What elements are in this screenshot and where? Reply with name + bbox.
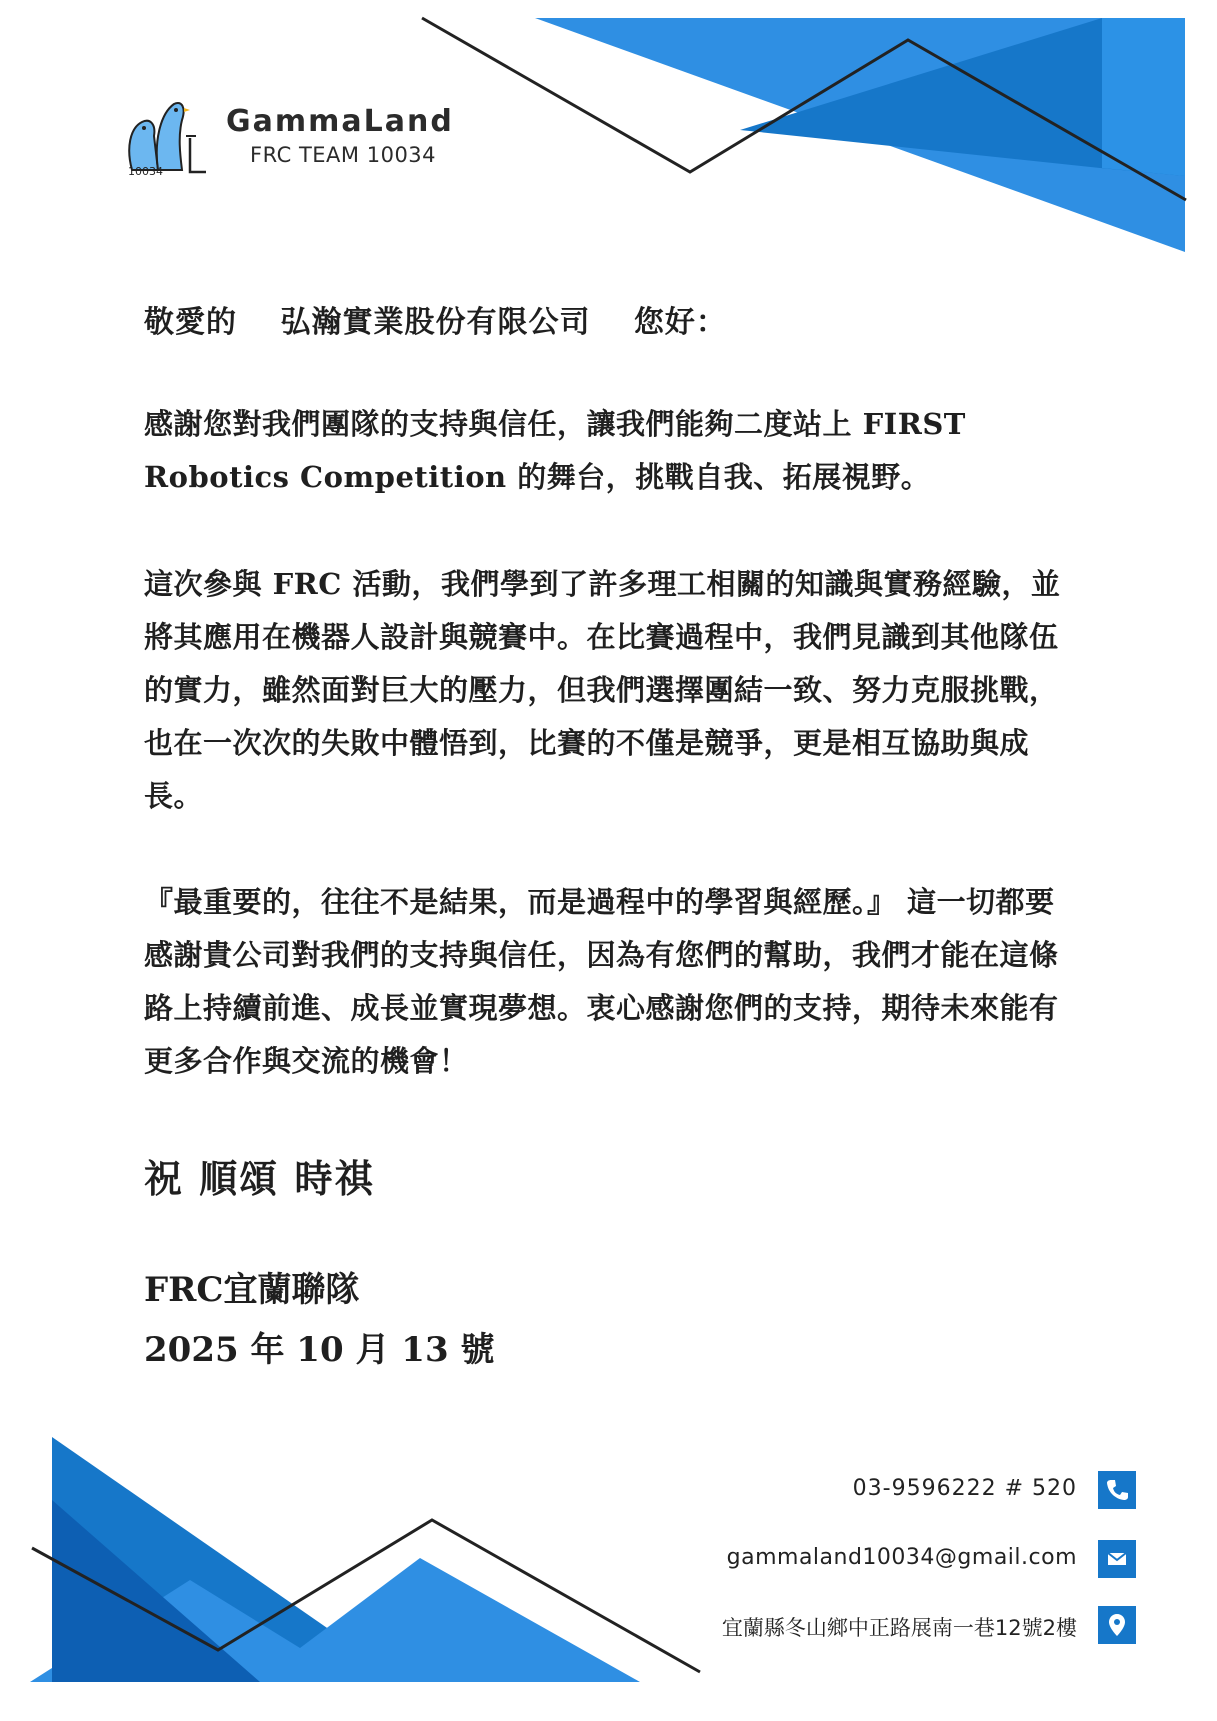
letter-date: 2025 年 10 月 13 號 bbox=[144, 1330, 495, 1370]
recipient-name: 弘瀚實業股份有限公司 bbox=[280, 305, 591, 340]
contact-phone: 03-9596222 # 520 bbox=[852, 1476, 1077, 1501]
mail-icon bbox=[1098, 1540, 1136, 1578]
location-pin-icon bbox=[1098, 1606, 1136, 1644]
paragraph-experience: 這次參與 FRC 活動，我們學到了許多理工相關的知識與實務經驗，並將其應用在機器人設計與競賽中。在比賽過程中，我們見識到其他隊伍的實力，雖然面對巨大的壓力，但我們選擇團結一致、努力克服挑戰，也在一次次的失敗中體悟到，比賽的不僅是競爭，更是相互協助與成長。 bbox=[144, 567, 1061, 813]
closing-greeting: 祝 順頌 時祺 bbox=[144, 1156, 375, 1201]
signature: FRC宜蘭聯隊 bbox=[144, 1270, 360, 1310]
logo-team-number: 10034 bbox=[128, 165, 163, 178]
penguin-logo-icon bbox=[124, 98, 210, 178]
contact-address: 宜蘭縣冬山鄉中正路展南一巷12號2樓 bbox=[721, 1616, 1077, 1640]
paragraph-thanks: 感謝您對我們團隊的支持與信任，讓我們能夠二度站上 FIRST Robotics Competition 的舞台，挑戰自我、拓展視野。 bbox=[144, 407, 966, 494]
contact-email: gammaland10034@gmail.com bbox=[726, 1545, 1077, 1570]
phone-icon bbox=[1098, 1471, 1136, 1509]
paragraph-gratitude: 『最重要的，往往不是結果，而是過程中的學習與經歷。』 這一切都要感謝貴公司對我們的支持與信任，因為有您們的幫助，我們才能在這條路上持續前進、成長並實現夢想。衷心感謝您們的支持，期待未來能有更多合作與交流的機會！ bbox=[144, 885, 1059, 1078]
brand-subtitle: FRC TEAM 10034 bbox=[250, 143, 437, 167]
salutation bbox=[144, 297, 1084, 341]
salutation-prefix: 敬愛的 bbox=[144, 305, 237, 340]
salutation-suffix: 您好： bbox=[633, 305, 727, 340]
top-right-strip bbox=[1102, 18, 1185, 176]
brand-name: GammaLand bbox=[226, 104, 454, 139]
